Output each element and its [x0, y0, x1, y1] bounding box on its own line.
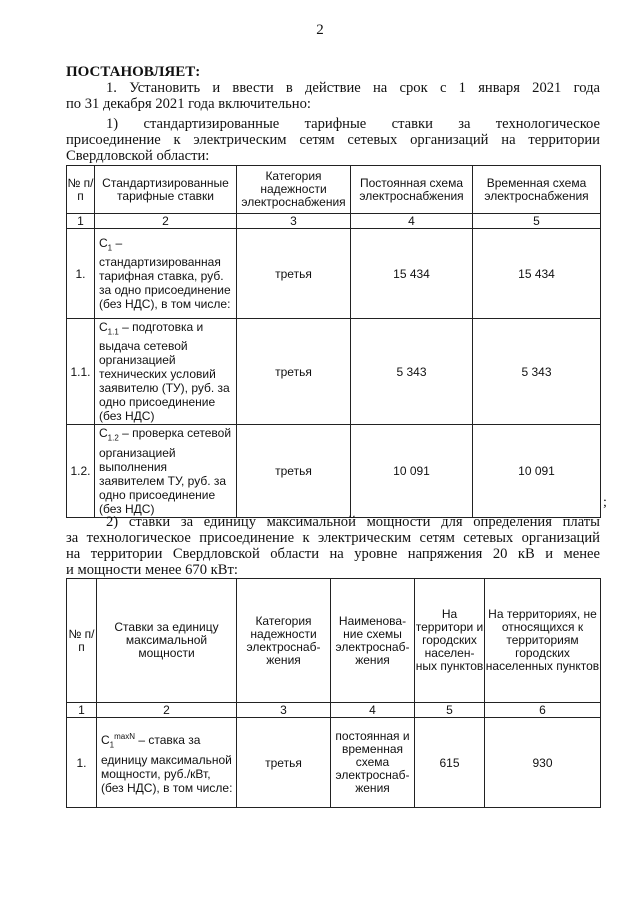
header-cell: На территори и городских населен-ных пунктов — [415, 579, 485, 703]
paragraph-1 — [66, 80, 600, 112]
row-number: 1.2. — [67, 425, 95, 517]
header-cell: На территориях, не относящихся к территориям городских населенных пунктов — [485, 579, 601, 703]
table-end-mark: ; — [603, 495, 607, 510]
permanent-scheme-value: 15 434 — [351, 229, 473, 319]
column-number: 1 — [67, 214, 95, 229]
table-row — [67, 718, 601, 808]
paragraph-3-line-2: за технологическое присоединение к электрическим сетям сетевых организаций — [66, 530, 600, 546]
table-row — [67, 425, 601, 517]
rate-name: $С_1$ – стандартизированная тарифная ставка, руб. за одно присоединение (без НДС), в том числе: — [95, 229, 237, 319]
column-number: 6 — [485, 703, 601, 718]
column-number: 3 — [237, 703, 331, 718]
rate-name: $С_1^{maxN}$ – ставка за единицу максимальной мощности, руб./кВт, (без НДС), в том числе: — [97, 718, 237, 808]
reliability-category: третья — [237, 229, 351, 319]
heading: ПОСТАНОВЛЯЕТ: — [66, 64, 201, 80]
reliability-category: третья — [237, 319, 351, 425]
supply-scheme-name: постоянная и временная схема электроснаб-жения — [331, 718, 415, 808]
column-number: 4 — [351, 214, 473, 229]
header-cell: Постоянная схема электроснабжения — [351, 166, 473, 214]
paragraph-3 — [66, 514, 600, 578]
table-row — [67, 319, 601, 425]
paragraph-2-line-2: присоединение к электрическим сетям сетевых организаций на территории — [66, 132, 600, 148]
temporary-scheme-value: 10 091 — [473, 425, 601, 517]
column-number: 1 — [67, 703, 97, 718]
row-number: 1. — [67, 718, 97, 808]
permanent-scheme-value: 5 343 — [351, 319, 473, 425]
column-number: 4 — [331, 703, 415, 718]
paragraph-3-line-4: и мощности менее 670 кВт: — [66, 562, 238, 578]
page-number: 2 — [316, 22, 324, 38]
column-number-row — [67, 214, 601, 229]
header-cell: № п/п — [67, 166, 95, 214]
column-number: 5 — [415, 703, 485, 718]
table-header-row — [67, 166, 601, 214]
header-cell: Ставки за единицу максимальной мощности — [97, 579, 237, 703]
non-urban-territory-value: 930 — [485, 718, 601, 808]
table-row — [67, 229, 601, 319]
paragraph-2-line-1: 1) стандартизированные тарифные ставки за технологическое — [106, 116, 600, 132]
paragraph-3-line-1: 2) ставки за единицу максимальной мощности для определения платы — [106, 514, 600, 530]
urban-territory-value: 615 — [415, 718, 485, 808]
header-cell: Категория надежности электроснаб-жения — [237, 579, 331, 703]
reliability-category: третья — [237, 718, 331, 808]
temporary-scheme-value: 15 434 — [473, 229, 601, 319]
header-cell: Категория надежности электроснабжения — [237, 166, 351, 214]
column-number: 2 — [97, 703, 237, 718]
column-number: 5 — [473, 214, 601, 229]
row-number: 1. — [67, 229, 95, 319]
column-number: 3 — [237, 214, 351, 229]
column-number-row — [67, 703, 601, 718]
tariff-rates-table — [66, 165, 601, 518]
temporary-scheme-value: 5 343 — [473, 319, 601, 425]
rate-name: $С_{1.2}$ – проверка сетевой организацией выполнения заявителем ТУ, руб. за одно присоединение (без НДС) — [95, 425, 237, 517]
header-cell: Временная схема электроснабжения — [473, 166, 601, 214]
header-cell: Наименова-ние схемы электроснаб-жения — [331, 579, 415, 703]
rate-name: $С_{1.1}$ – подготовка и выдача сетевой организацией технических условий заявителю (ТУ), руб. за одно присоединение (без НДС) — [95, 319, 237, 425]
paragraph-1-line-1: 1. Установить и ввести в действие на срок с 1 января 2021 года — [106, 80, 600, 96]
header-cell: № п/п — [67, 579, 97, 703]
paragraph-2 — [66, 116, 600, 164]
paragraph-3-line-3: на территории Свердловской области на уровне напряжения 20 кВ и менее — [66, 546, 600, 562]
paragraph-2-line-3: Свердловской области: — [66, 148, 210, 164]
max-power-rates-table — [66, 578, 601, 808]
table-header-row — [67, 579, 601, 703]
reliability-category: третья — [237, 425, 351, 517]
column-number: 2 — [95, 214, 237, 229]
header-cell: Стандартизированные тарифные ставки — [95, 166, 237, 214]
row-number: 1.1. — [67, 319, 95, 425]
paragraph-1-line-2: по 31 декабря 2021 года включительно: — [66, 96, 311, 112]
permanent-scheme-value: 10 091 — [351, 425, 473, 517]
